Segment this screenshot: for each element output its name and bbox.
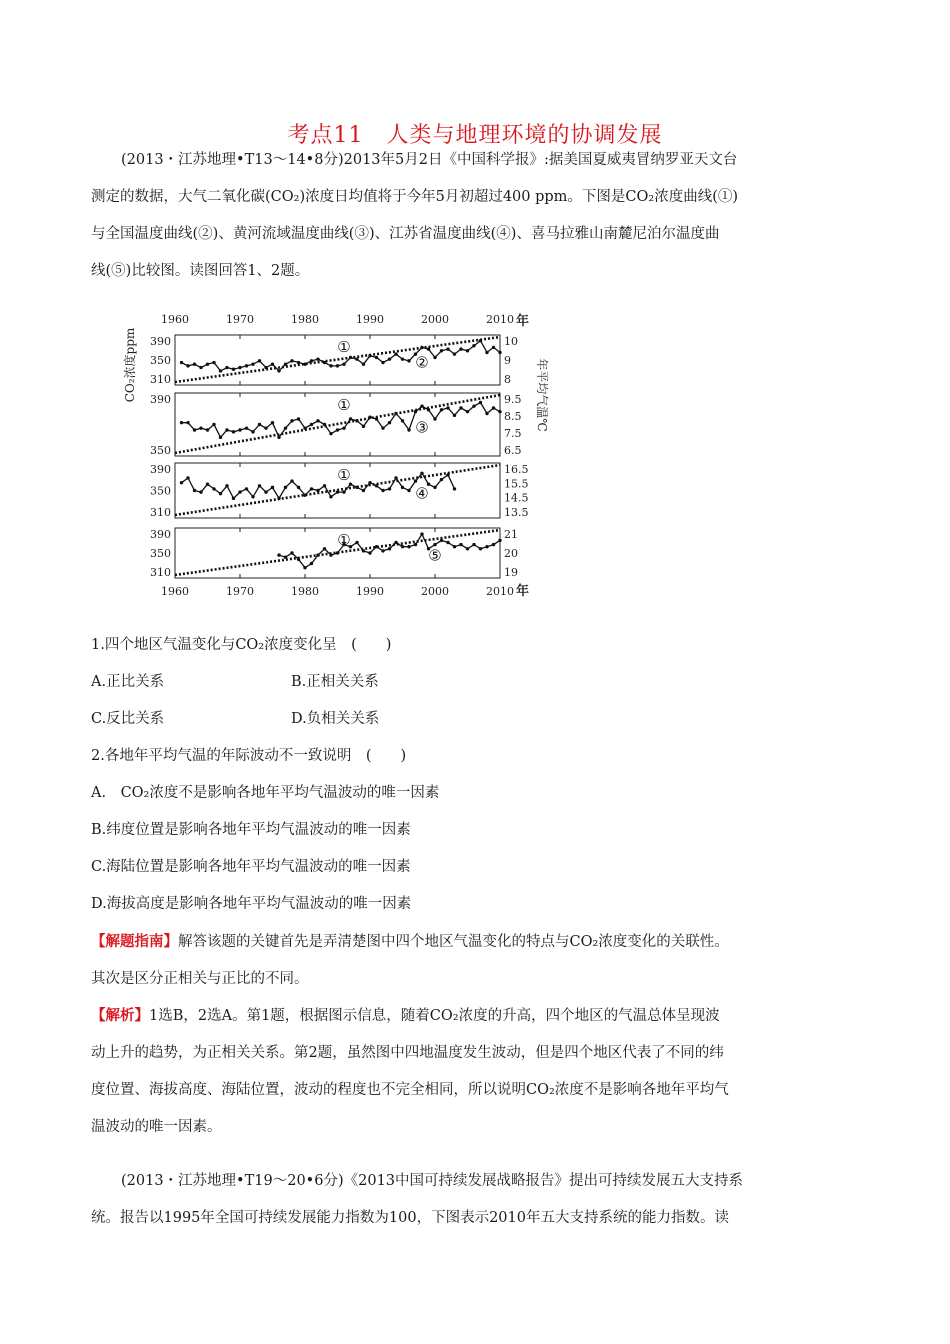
panel-3-temp-label: ④ [415,484,429,503]
panel-2-temp-point [466,410,469,413]
panel-1-temp-label: ② [415,353,429,372]
panel-4-temp-point [466,547,469,550]
panel-2-temp-point [193,428,196,431]
panel-4-temp-point [336,551,339,554]
question-2 [91,738,871,923]
panel-2-temp-point [264,426,267,429]
panel-3-temp-point [310,487,313,490]
next-line-2: 统。报告以1995年全国可持续发展能力指数为100，下图表示2010年五大支持系统的能力指数。读 [91,1210,729,1226]
q2-option-a[interactable]: A. CO₂浓度不是影响各地年平均气温波动的唯一因素 [91,785,440,801]
panel-2-temp-point [407,428,410,431]
panel-4-temp-point [420,532,423,535]
panel-4-co2-label: ① [337,531,351,549]
panel-2-temp-point [232,430,235,433]
left-axis-label: CO₂浓度ppm [123,327,137,403]
panel-2-left-tick: 390 [150,393,171,406]
panel-2-temp-point [498,410,501,413]
q1-option-b[interactable]: B.正相关关系 [291,674,379,690]
panel-1-temp-point [407,359,410,362]
panel-1-temp-point [479,339,482,342]
panel-2-temp-point [245,426,248,429]
q1-stem: 1.四个地区气温变化与CO₂浓度变化呈 ( ) [91,637,392,653]
panel-2-right-tick: 9.5 [504,393,522,406]
panel-2-temp-point [336,428,339,431]
panel-3-right-tick: 14.5 [504,491,529,505]
panel-4-temp-point [375,545,378,548]
panel-1-temp-point [264,366,267,369]
panel-3-left-tick: 390 [150,463,171,476]
panel-2-temp-point [271,421,274,424]
panel-2-temp-point [251,430,254,433]
panel-1-temp-point [401,357,404,360]
panel-4-right-tick: 21 [504,528,518,541]
panel-1-temp-point [206,363,209,366]
panel-2-temp-point [290,419,293,422]
panel-3-temp-point [381,489,384,492]
panel-1-right-tick: 9 [504,354,511,367]
panel-2-temp-point [219,436,222,439]
panel-1-temp-point [492,346,495,349]
panel-2-temp-point [401,419,404,422]
panel-3-temp-point [446,473,449,476]
panel-2-temp-point [485,412,488,415]
panel-1-left-tick: 390 [150,335,171,348]
panel-3-temp-point [375,484,378,487]
panel-1-temp-point [342,363,345,366]
panel-2-temp-point [323,423,326,426]
panel-1-left-tick: 310 [150,373,171,386]
panel-4-temp-point [323,547,326,550]
panel-4-temp-label: ⑤ [428,546,442,565]
panel-2-temp-point [362,425,365,428]
panel-2-temp-point [368,415,371,418]
panel-2-temp-point [212,423,215,426]
intro-line-4: 线(⑤)比较图。读图回答1、2题。 [91,263,310,279]
panel-4-temp-point [277,553,280,556]
panel-3-temp-point [368,481,371,484]
q2-option-d[interactable]: D.海拔高度是影响各地年平均气温波动的唯一因素 [91,896,412,912]
panel-3-temp-point [290,479,293,482]
panel-1-temp-point [420,346,423,349]
panel-2-temp-point [284,426,287,429]
panel-4-temp-point [453,545,456,548]
panel-2-right-tick: 8.5 [504,410,522,423]
panel-1-temp-point [225,366,228,369]
panel-2-temp-point [433,417,436,420]
q1-option-d[interactable]: D.负相关关系 [291,711,380,727]
next-line-1: (2013・江苏地理•T19～20•6分)《2013中国可持续发展战略报告》提出可持续发展五大支持系 [121,1173,744,1189]
intro-paragraph [91,142,871,290]
panel-4-temp-point [446,541,449,544]
panel-1-temp-point [303,363,306,366]
panel-4-temp-point [290,551,293,554]
panel-1-temp-point [245,364,248,367]
panel-4-temp-point [401,545,404,548]
panel-2-temp-point [206,428,209,431]
panel-1-temp-point [329,364,332,367]
panel-3-temp-point [206,483,209,486]
intro-line-2: 测定的数据，大气二氧化碳(CO₂)浓度日均值将于今年5月初超过400 ppm。下图是CO₂浓度曲线(①) [91,189,739,205]
panel-1-temp-point [440,349,443,352]
panel-3-temp-point [212,487,215,490]
panel-1-temp-point [433,356,436,359]
panel-4-left-tick: 310 [150,566,171,579]
panel-3-temp-point [323,484,326,487]
panel-4-temp-point [329,553,332,556]
panel-3-right-tick: 16.5 [504,463,529,476]
panel-4-temp-point [407,545,410,548]
panel-3-temp-point [284,486,287,489]
panel-2-temp-point [446,406,449,409]
panel-1-temp-point [453,352,456,355]
panel-4-temp-point [498,539,501,542]
panel-4-temp-point [485,545,488,548]
x-tick-top-2000: 2000 [421,313,449,326]
panel-1-temp-point [498,351,501,354]
panel-2-temp-point [199,426,202,429]
panel-1-temp-point [323,361,326,364]
panel-2-temp-point [414,410,417,413]
panel-4-temp-point [310,562,313,565]
panel-1-temp-point [388,357,391,360]
panel-3-temp-point [186,476,189,479]
panel-3-temp-point [355,486,358,489]
panel-3-temp-point [264,490,267,493]
panel-2-temp-point [329,432,332,435]
panel-4-temp-point [355,541,358,544]
x-tick-top-2010: 2010 [486,313,514,326]
panel-2-temp-point [388,421,391,424]
x-tick-top-1990: 1990 [356,313,384,326]
panel-3-temp-point [316,489,319,492]
panel-1-temp-point [394,352,397,355]
panel-2-temp-point [303,426,306,429]
panel-3-left-tick: 310 [150,506,171,519]
panel-4-left-tick: 350 [150,547,171,560]
panel-3-temp-point [414,479,417,482]
panel-3-left-tick: 350 [150,484,171,498]
panel-3-right-tick: 13.5 [504,506,529,519]
panel-2-temp-point [316,419,319,422]
panel-4-temp-point [368,551,371,554]
panel-4-left-tick: 390 [150,528,171,541]
question-1 [91,627,871,738]
x-tick-top-1960: 1960 [161,313,189,326]
panel-1-temp-point [466,349,469,352]
panel-1-temp-point [212,361,215,364]
x-tick-bottom-1960: 1960 [161,585,189,598]
panel-4-temp-point [388,547,391,550]
panel-3-temp-point [336,490,339,493]
analysis [91,997,871,1146]
panel-1-temp-point [362,363,365,366]
panel-3-co2-label: ① [337,466,351,484]
panel-3-temp-point [440,478,443,481]
panel-1-temp-point [238,366,241,369]
q2-stem: 2.各地年平均气温的年际波动不一致说明 ( ) [91,748,407,764]
panel-1-left-tick: 350 [150,354,171,367]
x-tick-top-1970: 1970 [226,313,254,326]
panel-3-temp-point [394,476,397,479]
panel-3-temp-point [251,495,254,498]
panel-2-temp-point [440,408,443,411]
x-tick-bottom-1990: 1990 [356,585,384,598]
analysis-line-2: 动上升的趋势，为正相关关系。第2题，虽然图中四地温度发生波动，但是四个地区代表了不同的纬 [91,1045,724,1061]
panel-3-temp-point [401,486,404,489]
analysis-line-3: 度位置、海拔高度、海陆位置，波动的程度也不完全相同，所以说明CO₂浓度不是影响各地年平均气 [91,1082,729,1098]
panel-1-temp-point [368,354,371,357]
panel-2-temp-point [186,421,189,424]
panel-3-temp-point [303,494,306,497]
panel-2-temp-label: ③ [415,418,429,437]
panel-3-temp-point [225,484,228,487]
panel-4-temp-point [492,543,495,546]
panel-3-temp-point [258,484,261,487]
panel-3-temp-point [342,490,345,493]
panel-3-temp-point [199,490,202,493]
panel-4-temp-point [297,558,300,561]
panel-3-temp-point [271,486,274,489]
panel-1-temp-point [381,361,384,364]
panel-2-temp-point [355,419,358,422]
panel-4-temp-point [284,556,287,559]
analysis-line-4: 温波动的唯一因素。 [91,1119,222,1135]
panel-2-temp-point [479,401,482,404]
q1-options-row-1 [91,664,871,701]
panel-2-left-tick: 350 [150,444,171,457]
panel-2-temp-point [420,404,423,407]
guide-tag: 【解题指南】 [91,933,178,950]
q1-option-c[interactable]: C.反比关系 [91,711,165,727]
q1-options-row-2 [91,701,871,738]
panel-4-temp-point [472,543,475,546]
panel-3-temp-point [238,490,241,493]
panel-1-temp-point [316,357,319,360]
x-tick-bottom-1980: 1980 [291,585,319,598]
solution-guide [91,923,871,998]
x-unit-bottom: 年 [516,584,530,599]
panel-3-temp-point [219,492,222,495]
panel-1-temp-point [336,364,339,367]
panel-4-right-tick: 20 [504,547,518,560]
panel-2-temp-point [381,426,384,429]
panel-1-temp-point [290,359,293,362]
panel-2-temp-point [258,423,261,426]
q2-option-b[interactable]: B.纬度位置是影响各地年平均气温波动的唯一因素 [91,822,411,838]
intro-line-1: (2013・江苏地理•T13～14•8分)2013年5月2日《中国科学报》:据美国夏威夷冒纳罗亚天文台 [121,152,738,168]
panel-4-temp-point [414,543,417,546]
panel-2-temp-point [375,417,378,420]
panel-2-temp-point [453,414,456,417]
panel-1-temp-point [271,363,274,366]
panel-4-temp-point [381,549,384,552]
panel-1-temp-point [427,347,430,350]
panel-1-temp-point [375,356,378,359]
panel-2-temp-point [238,428,241,431]
panel-2-right-tick: 7.5 [504,427,522,440]
guide-line-1: 解答该题的关键首先是弄清楚图中四个地区气温变化的特点与CO₂浓度变化的关联性。 [178,934,729,950]
panel-2-temp-point [427,408,430,411]
x-tick-bottom-2010: 2010 [486,585,514,598]
panel-3-right-tick: 15.5 [504,477,529,491]
co2-temperature-chart [120,305,550,605]
panel-1-temp-point [446,347,449,350]
panel-2-temp-point [472,404,475,407]
panel-2-temp-point [180,421,183,424]
panel-2-co2-label: ① [337,396,351,414]
panel-2-temp-point [459,406,462,409]
panel-3-temp-point [362,489,365,492]
panel-3-temp-point [232,497,235,500]
panel-3-temp-point [180,481,183,484]
panel-2-temp-point [277,436,280,439]
panel-3-temp-point [329,495,332,498]
next-question-intro [91,1163,871,1237]
panel-1-temp-point [199,366,202,369]
panel-1-temp-point [310,359,313,362]
panel-1-temp-point [349,356,352,359]
q2-option-c[interactable]: C.海陆位置是影响各地年平均气温波动的唯一因素 [91,859,411,875]
panel-4-temp-point [479,547,482,550]
panel-1-temp-point [284,363,287,366]
panel-2-temp-point [492,406,495,409]
page-title: 考点11 人类与地理环境的协调发展 [287,123,663,148]
panel-4-temp-point [362,549,365,552]
panel-2-temp-point [394,412,397,415]
analysis-tag: 【解析】 [91,1007,149,1024]
panel-1-temp-point [472,344,475,347]
panel-3-temp-point [453,487,456,490]
panel-1-temp-point [485,351,488,354]
panel-1-temp-point [258,359,261,362]
panel-3-temp-point [193,489,196,492]
panel-2-temp-point [310,423,313,426]
panel-1-temp-point [297,361,300,364]
panel-1-temp-point [355,357,358,360]
panel-3-temp-point [433,486,436,489]
analysis-line-1: 1选B，2选A。第1题，根据图示信息，随着CO₂浓度的升高，四个地区的气温总体呈现波 [149,1008,720,1024]
panel-3-temp-point [420,472,423,475]
panel-1-co2-label: ① [337,338,351,356]
panel-2-temp-point [225,428,228,431]
x-tick-top-1980: 1980 [291,313,319,326]
panel-1-temp-point [251,363,254,366]
panel-1-temp-point [219,369,222,372]
panel-1-temp-point [459,347,462,350]
right-axis-label: 年平均气温℃ [535,358,549,432]
panel-1-temp-point [193,363,196,366]
panel-4-right-tick: 19 [504,566,518,579]
panel-1-temp-point [180,361,183,364]
panel-3-temp-point [277,497,280,500]
panel-1-temp-point [232,368,235,371]
panel-2-right-tick: 6.5 [504,444,522,457]
panel-4-temp-point [316,553,319,556]
panel-1-temp-point [186,364,189,367]
panel-2-temp-point [349,417,352,420]
panel-4-temp-point [440,539,443,542]
x-unit-top: 年 [516,314,530,329]
x-tick-bottom-2000: 2000 [421,585,449,598]
q1-option-a[interactable]: A.正比关系 [91,674,165,690]
panel-4-temp-point [394,541,397,544]
panel-4-temp-point [459,543,462,546]
guide-line-2: 其次是区分正相关与正比的不同。 [91,971,309,987]
panel-2-temp-point [297,417,300,420]
panel-1-right-tick: 10 [504,335,518,348]
panel-4-temp-point [303,566,306,569]
x-tick-bottom-1970: 1970 [226,585,254,598]
panel-1-temp-point [277,369,280,372]
panel-3-temp-point [388,487,391,490]
intro-line-3: 与全国温度曲线(②)、黄河流域温度曲线(③)、江苏省温度曲线(④)、喜马拉雅山南麓尼泊尔温度曲 [91,226,720,242]
panel-3-temp-point [297,486,300,489]
panel-3-temp-point [245,487,248,490]
panel-3-temp-point [407,489,410,492]
panel-1-right-tick: 8 [504,373,511,386]
panel-2-temp-point [342,426,345,429]
